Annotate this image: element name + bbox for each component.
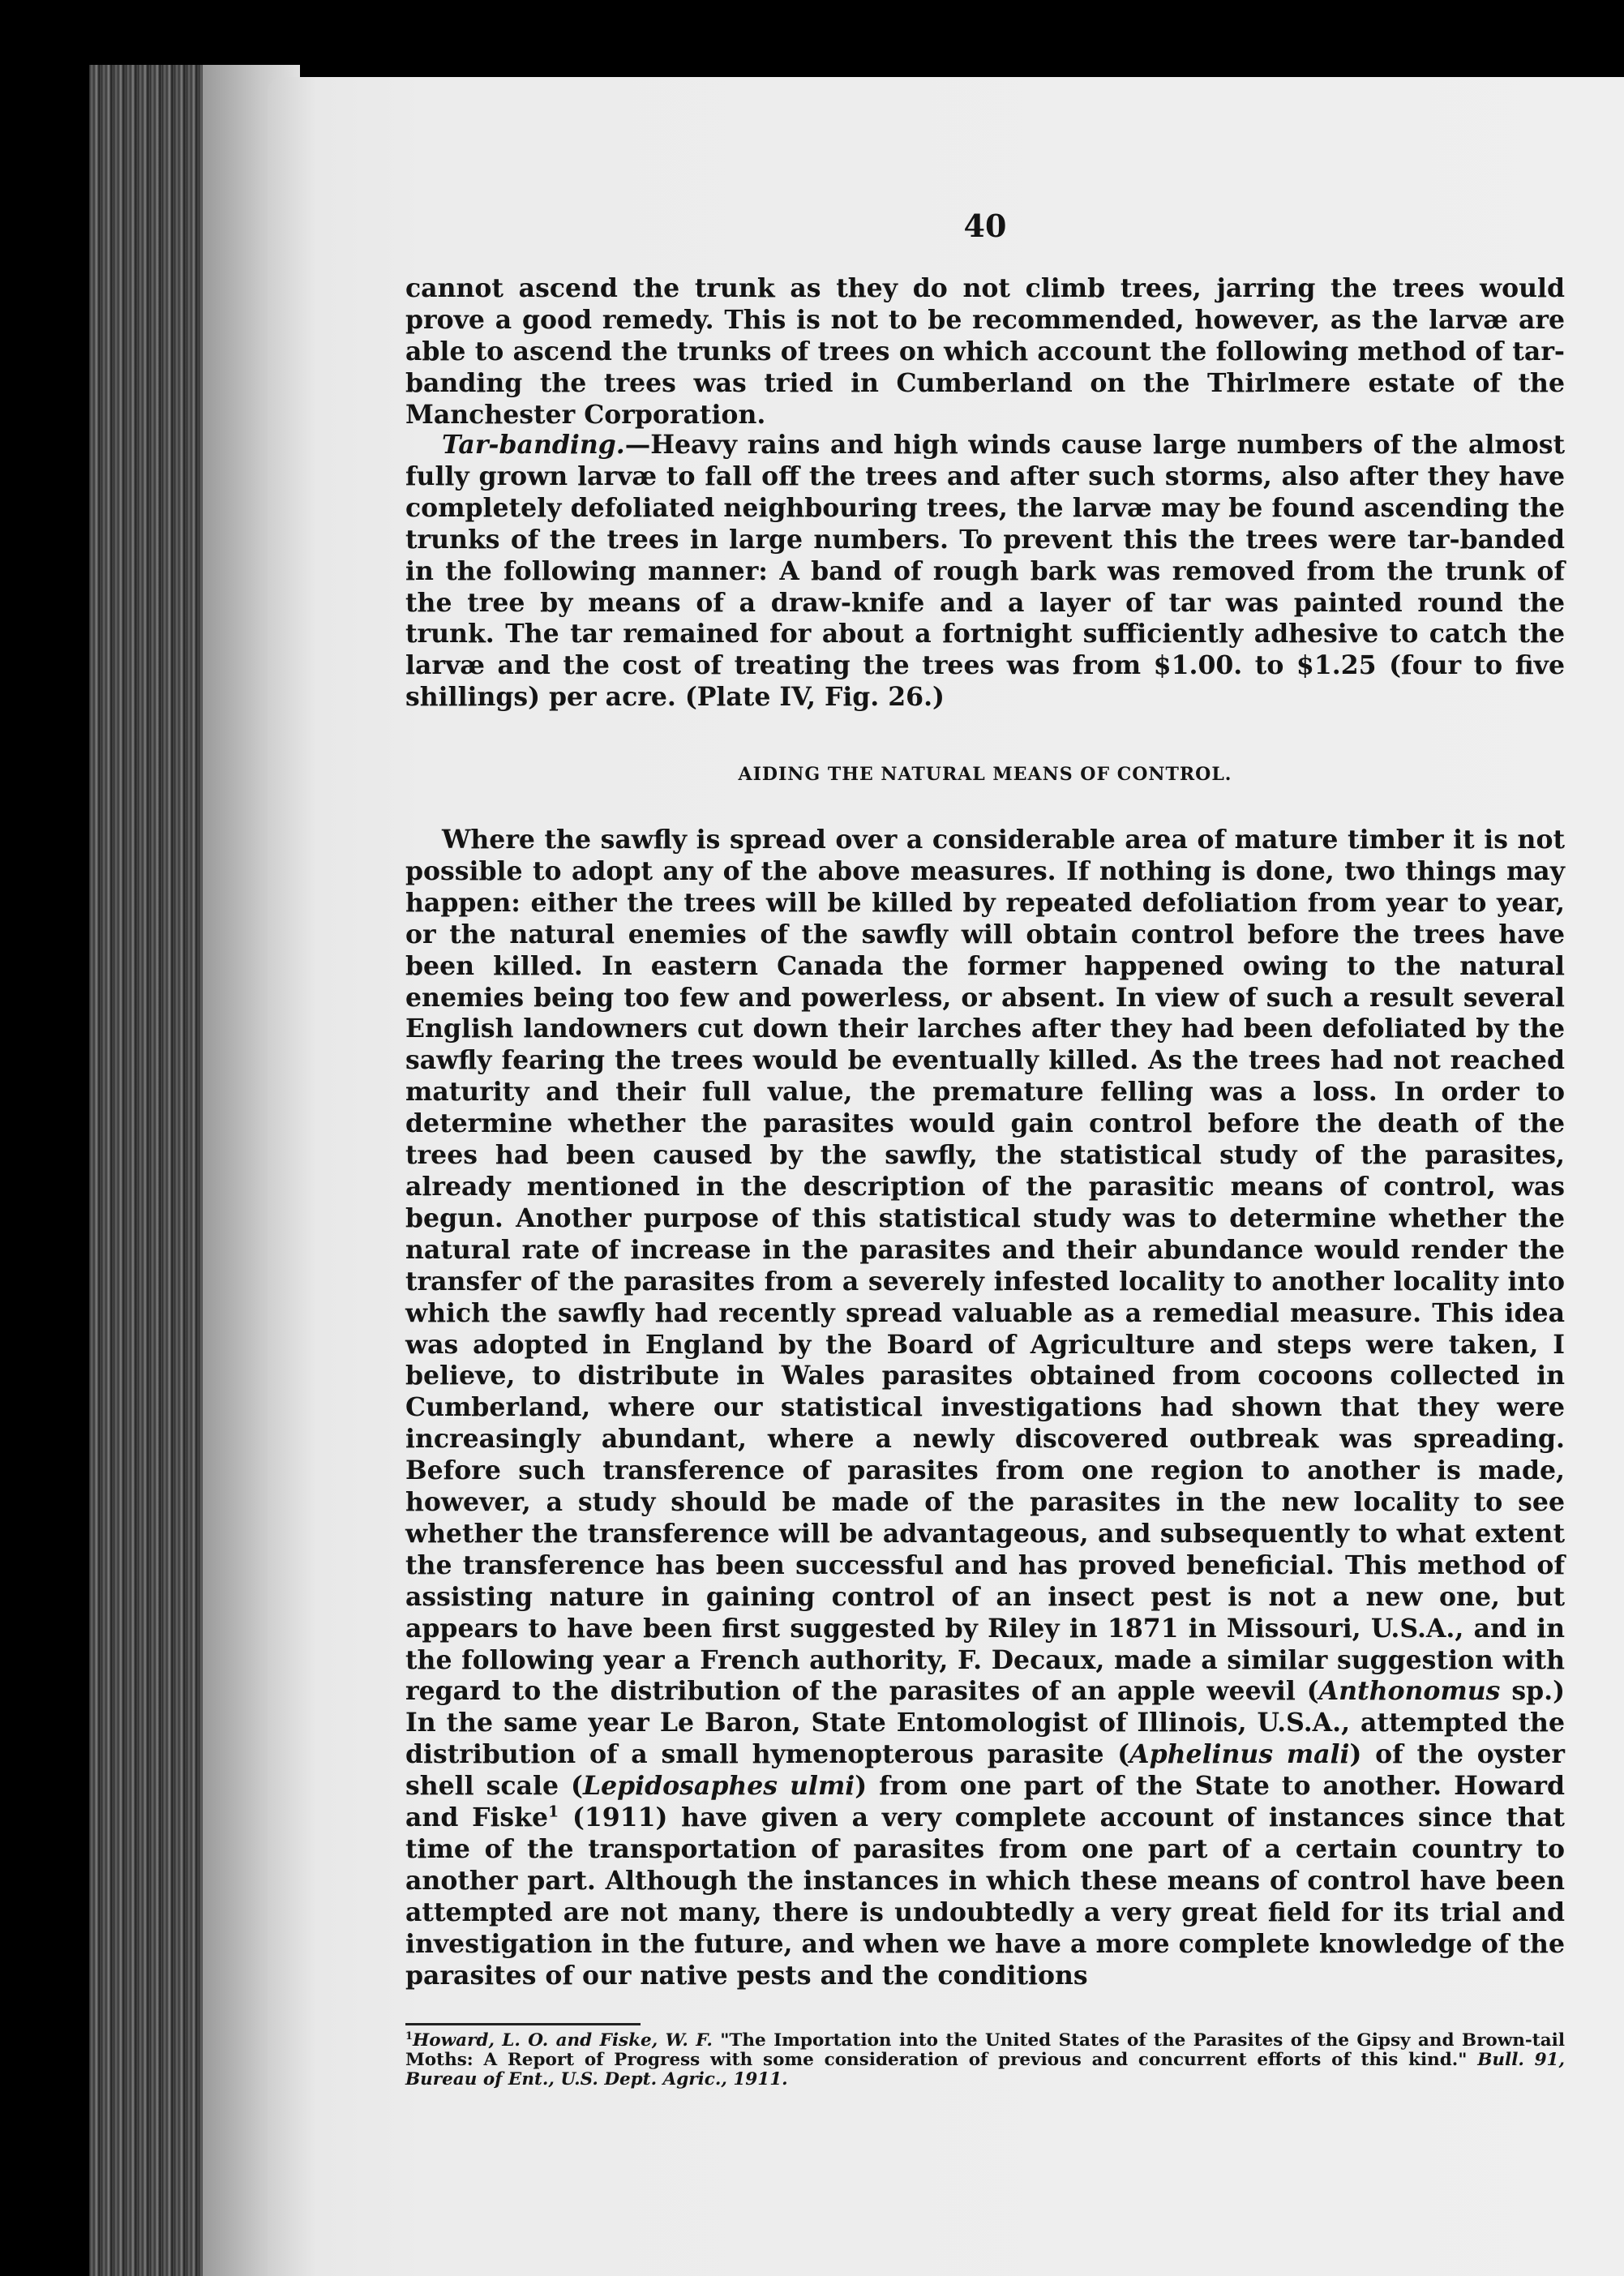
paragraph-3-part-e: (1911) have given a very complete account of instances since that time of the transportation of parasites from one part of a certain country to another part. Although the instances in which these means of control have been attempted are not many, there is undoubtedly a very great field for its trial and investigation in the future, and when we have a more complete knowledge of the parasites of our native pests and the conditions xyxy=(405,1802,1565,1991)
paragraph-2-lead: Tar-banding. xyxy=(442,430,625,460)
paragraph-1: cannot ascend the trunk as they do not climb trees, jarring the trees would prove a good remedy. This is not to be recommended, however, as the larvæ are able to ascend the trunks of trees on which account the following method of tar-banding the trees was tried in Cumberland on the Thirlmere estate of the Manchester Corporation. xyxy=(405,273,1565,430)
paragraph-3-part-b: sp.) In the same year Le Baron, State Entomologist of Illinois, U.S.A., attempted the distribution of a small hymenopterous parasite ( xyxy=(405,1676,1565,1770)
footnote xyxy=(405,2031,1565,2090)
footnote-reference: 1 xyxy=(548,1802,559,1821)
paragraph-3-italic-aphelinus: Aphelinus mali xyxy=(1129,1739,1350,1770)
footnote-source: Bull. 91, Bureau of Ent., U.S. Dept. Agric., 1911. xyxy=(405,2050,1565,2090)
paragraph-2 xyxy=(405,430,1565,714)
section-heading: AIDING THE NATURAL MEANS OF CONTROL. xyxy=(738,764,1232,785)
paragraph-3-italic-lepidosaphes: Lepidosaphes ulmi xyxy=(582,1771,855,1802)
footnote-authors: Howard, L. O. and Fiske, W. F. xyxy=(412,2030,713,2051)
paragraph-3-italic-anthonomus: Anthonomus xyxy=(1318,1676,1501,1707)
page-number: 40 xyxy=(963,208,1007,244)
paragraph-3 xyxy=(405,825,1565,1992)
paragraph-3-part-d: ) from one part of the State to another. Howard and Fiske xyxy=(405,1771,1566,1833)
footnote-marker: 1 xyxy=(405,2030,413,2042)
paragraph-3-part-c: ) of the oyster shell scale ( xyxy=(405,1739,1565,1802)
paragraph-3-part-a: Where the sawfly is spread over a considerable area of mature timber it is not possible to adopt any of the above measures. If nothing is done, two things may happen: either the trees will be killed by repeated defoliation from year to year, or the natural enemies of the sawfly will obtain control before the trees have been killed. In eastern Canada the former happened owing to the natural enemies being too few and powerless, or absent. In view of such a result several English landowners cut down their larches after they had been defoliated by the sawfly fearing the trees would be eventually killed. As the trees had not reached maturity and their full value, the premature felling was a loss. In order to determine whether the parasites would gain control before the death of the trees had been caused by the sawfly, the statistical study of the parasites, already mentioned in the description of the parasitic means of control, was begun. Another purpose of this statistical study was to determine whether the natural rate of increase in the parasites and their abundance would render the transfer of the parasites from a severely infested locality to another locality into which the sawfly had recently spread valuable as a remedial measure. This idea was adopted in England by the Board of Agriculture and steps were taken, I believe, to distribute in Wales parasites obtained from cocoons collected in Cumberland, where our statistical investigations had shown that they were increasingly abundant, where a newly discovered outbreak was spreading. Before such transference of parasites from one region to another is made, however, a study should be made of the parasites in the new locality to see whether the transference will be advantageous, and subsequently to what extent the transference has been successful and has proved beneficial. This method of assisting nature in gaining control of an insect pest is not a new one, but appears to have been first suggested by Riley in 1871 in Missouri, U.S.A., and in the following year a French authority, F. Decaux, made a similar suggestion with regard to the distribution of the parasites of an apple weevil ( xyxy=(405,825,1565,1707)
footnote-body: "The Importation into the United States of the Parasites of the Gipsy and Brown-tail Moths: A Report of Progress with some consideration of previous and concurrent efforts of this kind." xyxy=(405,2030,1565,2070)
footnote-rule xyxy=(405,2023,641,2025)
paragraph-2-text: —Heavy rains and high winds cause large numbers of the almost fully grown larvæ to fall off the trees and after such storms, also after they have completely defoliated neighbouring trees, the larvæ may be found ascending the trunks of the trees in large numbers. To prevent this the trees were tar-banded in the following manner: A band of rough bark was removed from the trunk of the tree by means of a draw-knife and a layer of tar was painted round the trunk. The tar remained for about a fortnight sufficiently adhesive to catch the larvæ and the cost of treating the trees was from $1.00. to $1.25 (four to five shillings) per acre. (Plate IV, Fig. 26.) xyxy=(405,430,1565,713)
